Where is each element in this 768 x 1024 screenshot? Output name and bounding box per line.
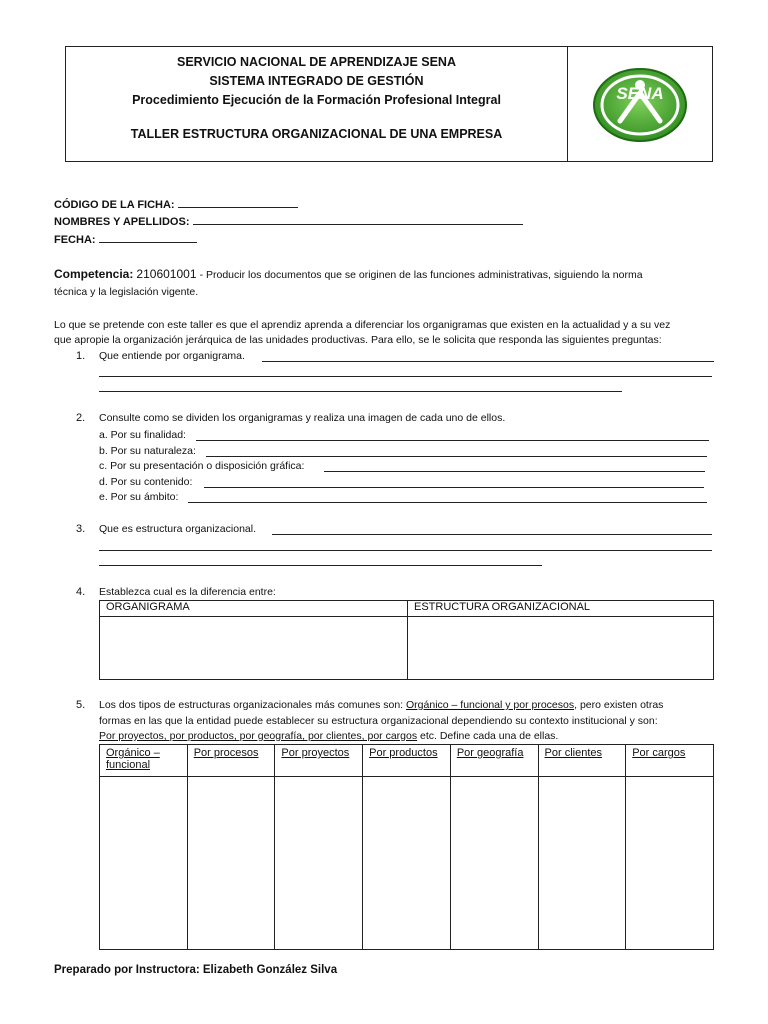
- q4-text: Establezca cual es la diferencia entre:: [99, 586, 276, 598]
- intro-line-1: Lo que se pretende con este taller es que el aprendiz aprenda a diferenciar los organigramas que existen en la actualidad y a su vez: [54, 319, 671, 331]
- q4-header-estructura: ESTRUCTURA ORGANIZACIONAL: [408, 601, 714, 617]
- q5-number: 5.: [76, 699, 86, 711]
- q3-number: 3.: [76, 523, 86, 535]
- q2-number: 2.: [76, 412, 86, 424]
- fecha-blank[interactable]: [99, 232, 197, 243]
- q3-answer-line-3[interactable]: [99, 564, 542, 566]
- fecha-label: FECHA:: [54, 234, 96, 246]
- q1-answer-line-1[interactable]: [262, 360, 714, 362]
- q5-line-1-b: , pero existen otras: [574, 699, 664, 711]
- sena-logo: [590, 63, 690, 145]
- q1-text: Que entiende por organigrama.: [99, 350, 245, 362]
- q4-answer-organigrama[interactable]: [100, 617, 408, 680]
- q2-item-b: b. Por su naturaleza:: [99, 445, 196, 457]
- system-name: SISTEMA INTEGRADO DE GESTIÓN: [209, 74, 424, 88]
- q1-number: 1.: [76, 350, 86, 362]
- q5-answer-geografia[interactable]: [450, 777, 538, 950]
- q5-col-geografia: Por geografía: [450, 745, 538, 777]
- competencia-text-2: técnica y la legislación vigente.: [54, 286, 199, 298]
- institution-name: SERVICIO NACIONAL DE APRENDIZAJE SENA: [177, 55, 456, 69]
- q5-line-1-a: Los dos tipos de estructuras organizacionales más comunes son:: [99, 699, 404, 711]
- q2-item-e: e. Por su ámbito:: [99, 491, 179, 503]
- q5-answer-proyectos[interactable]: [275, 777, 363, 950]
- fecha-field[interactable]: [54, 232, 197, 248]
- q4-table: [99, 600, 714, 680]
- competencia-text-1: - Producir los documentos que se originen de las funciones administrativas, siguiendo la norma: [199, 269, 643, 281]
- competencia-label: Competencia:: [54, 267, 134, 281]
- q2-item-d: d. Por su contenido:: [99, 476, 193, 488]
- intro-line-2: que apropie la organización jerárquica de las unidades productivas. Para ello, se le solicita que responda las siguientes preguntas:: [54, 334, 662, 346]
- q3-answer-line-2[interactable]: [99, 549, 712, 551]
- q1-answer-line-3[interactable]: [99, 390, 622, 392]
- q2-item-e-line[interactable]: [188, 501, 707, 503]
- q5-table: [99, 744, 714, 950]
- footer-author: Preparado por Instructora: Elizabeth González Silva: [54, 964, 338, 976]
- q5-line-1: [99, 697, 663, 713]
- nombres-label: NOMBRES Y APELLIDOS:: [54, 216, 190, 228]
- logo-cell: [567, 47, 712, 161]
- q5-answer-cargos[interactable]: [626, 777, 714, 950]
- q5-answer-organico[interactable]: [100, 777, 188, 950]
- codigo-field[interactable]: [54, 197, 298, 213]
- q2-item-b-line[interactable]: [206, 455, 707, 457]
- header-box: [65, 46, 713, 162]
- q5-line-3-underlined: Por proyectos, por productos, por geografía, por clientes, por cargos: [99, 730, 418, 742]
- q2-item-c: c. Por su presentación o disposición gráfica:: [99, 460, 305, 472]
- q4-header-organigrama: ORGANIGRAMA: [100, 601, 408, 617]
- q3-text: Que es estructura organizacional.: [99, 523, 257, 535]
- q5-answer-clientes[interactable]: [538, 777, 626, 950]
- q2-item-a: a. Por su finalidad:: [99, 429, 186, 441]
- procedure-name: Procedimiento Ejecución de la Formación Profesional Integral: [132, 93, 501, 107]
- document-title: TALLER ESTRUCTURA ORGANIZACIONAL DE UNA EMPRESA: [130, 127, 503, 141]
- logo-text: SENA: [615, 84, 664, 103]
- q5-line-1-underlined: Orgánico – funcional y por procesos: [406, 699, 575, 711]
- competencia: [54, 266, 714, 283]
- q2-item-a-line[interactable]: [196, 439, 709, 441]
- nombres-field[interactable]: [54, 214, 523, 230]
- nombres-blank[interactable]: [193, 214, 523, 225]
- q5-col-procesos: Por procesos: [187, 745, 275, 777]
- q3-answer-line-1[interactable]: [272, 533, 712, 535]
- q5-line-3: [99, 728, 558, 744]
- q1-answer-line-2[interactable]: [99, 375, 712, 377]
- codigo-label: CÓDIGO DE LA FICHA:: [54, 199, 175, 211]
- q5-col-proyectos: Por proyectos: [275, 745, 363, 777]
- q2-item-c-line[interactable]: [324, 470, 705, 472]
- q5-col-productos: Por productos: [363, 745, 451, 777]
- q5-col-clientes: Por clientes: [538, 745, 626, 777]
- q5-col-organico: Orgánico – funcional: [100, 745, 188, 777]
- competencia-code: 210601001: [136, 267, 197, 281]
- q5-answer-productos[interactable]: [363, 777, 451, 950]
- q2-item-d-line[interactable]: [204, 486, 704, 488]
- q5-line-3-b: etc. Define cada una de ellas.: [417, 730, 559, 742]
- q4-answer-estructura[interactable]: [408, 617, 714, 680]
- q4-number: 4.: [76, 586, 86, 598]
- q2-text: Consulte como se dividen los organigramas y realiza una imagen de cada uno de ellos.: [99, 412, 506, 424]
- q5-answer-procesos[interactable]: [187, 777, 275, 950]
- codigo-blank[interactable]: [178, 197, 298, 208]
- header-text: [66, 47, 568, 161]
- q5-line-2: formas en las que la entidad puede establecer su estructura organizacional dependiendo su contexto institucional y son:: [99, 715, 658, 727]
- q5-col-cargos: Por cargos: [626, 745, 714, 777]
